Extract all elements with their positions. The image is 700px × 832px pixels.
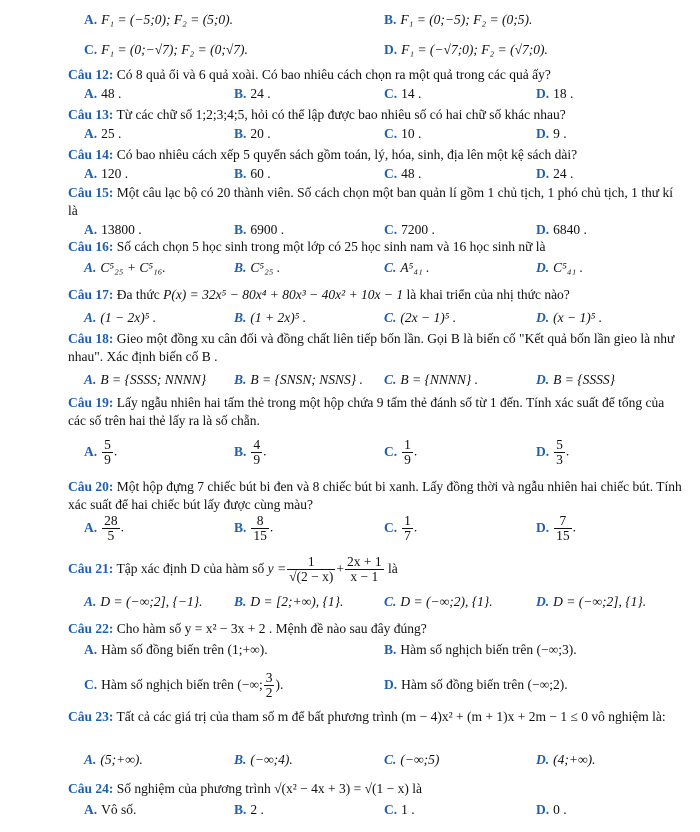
answer-option-d[interactable]: D. $\frac{7}{15}$ .: [536, 513, 576, 543]
answer-option-a[interactable]: A. B = {SSSS; NNNN}: [84, 372, 207, 387]
answer-option-b[interactable]: B. $\frac{4}{9}$ .: [234, 437, 267, 467]
answer-option-b[interactable]: B. 20 .: [234, 126, 271, 141]
answer-option-d[interactable]: D. 0 .: [536, 802, 567, 817]
answer-option-a[interactable]: A. (1 − 2x)⁵ .: [84, 310, 157, 325]
fraction: $\frac{3}{2}$: [265, 670, 273, 701]
answer-option-d[interactable]: D. F₁ = (−√7;0); F₂ = (√7;0).: [384, 42, 548, 57]
answer-option-c[interactable]: C. Hàm số nghịch biến trên (−∞; $\frac{3}{2}$ ).: [84, 670, 284, 701]
question-16-options: [84, 258, 684, 278]
question-20: Câu 20: Một hộp đựng 7 chiếc bút bi đen và 8 chiếc bút bi xanh. Lấy đồng thời và ngẫu nhiên hai chiếc bút. Tính xác suất để hai chiếc bút lấy được cùng màu?: [68, 479, 682, 512]
fraction: $\frac{1}{7}$: [404, 513, 411, 543]
answer-option-d[interactable]: D. 24 .: [536, 166, 574, 181]
question-23: Câu 23: Tất cả các giá trị của tham số m để bất phương trình (m − 4)x² + (m + 1)x + 2m − 1 ≤ 0 vô nghiệm là:: [68, 709, 666, 724]
fraction: $\frac{8}{15}$: [253, 513, 267, 543]
answer-option-d[interactable]: D. B = {SSSS}: [536, 372, 616, 387]
answer-option-b[interactable]: B. F₁ = (0;−5); F₂ = (0;5).: [384, 12, 533, 27]
question-15-options: [84, 220, 684, 240]
fraction: $\frac{28}{5}$: [104, 513, 118, 543]
question-19-options: [84, 438, 684, 472]
answer-option-b[interactable]: B. (1 + 2x)⁵ .: [234, 310, 307, 325]
answer-option-b[interactable]: B. 6900 .: [234, 222, 285, 237]
question-12: Câu 12: Có 8 quả ổi và 6 quả xoài. Có bao nhiêu cách chọn ra một quả trong các quả ấy?: [68, 67, 551, 82]
answer-option-d[interactable]: D. (4;+∞).: [536, 752, 596, 767]
answer-option-c[interactable]: C. (2x − 1)⁵ .: [384, 310, 457, 325]
answer-option-c[interactable]: C. $\frac{1}{9}$ .: [384, 437, 418, 467]
answer-option-c[interactable]: C. 14 .: [384, 86, 422, 101]
question-14-options: [84, 164, 684, 184]
answer-option-a[interactable]: A. 120 .: [84, 166, 129, 181]
answer-option-c[interactable]: C. B = {NNNN} .: [384, 372, 479, 387]
answer-option-c[interactable]: C. (−∞;5): [384, 752, 440, 767]
answer-option-b[interactable]: B. Hàm số nghịch biến trên (−∞;3).: [384, 642, 577, 657]
answer-option-b[interactable]: B. (−∞;4).: [234, 752, 293, 767]
question-24-options: [84, 800, 684, 820]
answer-option-c[interactable]: C. D = (−∞;2), {1}.: [384, 594, 493, 609]
answer-option-d[interactable]: D. 9 .: [536, 126, 567, 141]
question-17-options: [84, 308, 684, 328]
fraction: $\frac{4}{9}$: [253, 437, 261, 467]
fraction: $\frac{2x + 1}{x - 1}$: [346, 554, 382, 585]
question-15: Câu 15: Một câu lạc bộ có 20 thành viên. Số cách chọn một ban quản lí gồm 1 chủ tịch, 1 phó chủ tịch, 1 thư kí là: [68, 185, 673, 218]
answer-option-a[interactable]: A. $\frac{5}{9}$ .: [84, 437, 118, 467]
question-12-options: [84, 84, 684, 104]
question-16: Câu 16: Số cách chọn 5 học sinh trong một lớp có 25 học sinh nam và 16 học sinh nữ là: [68, 239, 546, 254]
fraction: $\frac{7}{15}$: [556, 513, 570, 543]
answer-option-b[interactable]: B. $\frac{8}{15}$ .: [234, 513, 274, 543]
question-13: Câu 13: Từ các chữ số 1;2;3;4;5, hỏi có thể lập được bao nhiêu số có hai chữ số khác nhau?: [68, 107, 566, 122]
answer-option-d[interactable]: D. Hàm số đồng biến trên (−∞;2).: [384, 677, 568, 692]
answer-option-c[interactable]: C. F₁ = (0;−√7); F₂ = (0;√7).: [84, 42, 248, 57]
answer-option-b[interactable]: B. 60 .: [234, 166, 271, 181]
answer-option-d[interactable]: D. D = (−∞;2], {1}.: [536, 594, 647, 609]
answer-option-a[interactable]: A. F₁ = (−5;0); F₂ = (5;0).: [84, 12, 234, 27]
answer-option-b[interactable]: B. C⁵₂₅ .: [234, 260, 281, 275]
answer-option-b[interactable]: B. D = [2;+∞), {1}.: [234, 594, 344, 609]
fraction: $\frac{5}{3}$: [556, 437, 563, 467]
fraction: $\frac{5}{9}$: [104, 437, 111, 467]
answer-option-d[interactable]: D. 18 .: [536, 86, 574, 101]
answer-option-d[interactable]: D. (x − 1)⁵ .: [536, 310, 603, 325]
question-22: Câu 22: Cho hàm số y = x² − 3x + 2 . Mệnh đề nào sau đây đúng?: [68, 621, 427, 636]
question-18: Câu 18: Gieo một đồng xu cân đối và đồng chất liên tiếp bốn lần. Gọi B là biến cố "Kết quả bốn lần gieo là như nhau". Xác định biến cố B .: [68, 331, 675, 364]
answer-option-b[interactable]: B. B = {SNSN; NSNS} .: [234, 372, 363, 387]
answer-option-c[interactable]: C. A⁵₄₁ .: [384, 260, 430, 275]
polynomial-formula: P(x) = 32x⁵ − 80x⁴ + 80x³ − 40x² + 10x − 1: [163, 287, 404, 302]
answer-option-a[interactable]: A. (5;+∞).: [84, 752, 143, 767]
question-24: Câu 24: Số nghiệm của phương trình √(x² − 4x + 3) = √(1 − x) là: [68, 781, 422, 796]
answer-option-a[interactable]: A. 48 .: [84, 86, 122, 101]
question-21-options: [84, 592, 684, 612]
question-18-options: [84, 370, 684, 390]
fraction: $\frac{1}{9}$: [404, 437, 411, 467]
answer-option-c[interactable]: C. 10 .: [384, 126, 422, 141]
question-21: Câu 21: Tập xác định D của hàm số y = $\frac{1}{√(2 - x)}$ + $\frac{2x + 1}{x - 1}$ là: [68, 554, 398, 585]
answer-option-d[interactable]: D. $\frac{5}{3}$ .: [536, 437, 570, 467]
question-13-options: [84, 124, 684, 144]
answer-option-a[interactable]: A. Vô số.: [84, 802, 137, 817]
answer-option-c[interactable]: C. 7200 .: [384, 222, 435, 237]
answer-option-a[interactable]: A. D = (−∞;2], {−1}.: [84, 594, 203, 609]
question-20-options: [84, 514, 684, 548]
answer-option-c[interactable]: C. 1 .: [384, 802, 415, 817]
answer-option-d[interactable]: D. C⁵₄₁ .: [536, 260, 583, 275]
answer-option-d[interactable]: D. 6840 .: [536, 222, 587, 237]
answer-option-a[interactable]: A. 25 .: [84, 126, 122, 141]
answer-option-b[interactable]: B. 2 .: [234, 802, 264, 817]
answer-option-c[interactable]: C. 48 .: [384, 166, 422, 181]
answer-option-b[interactable]: B. 24 .: [234, 86, 271, 101]
answer-option-a[interactable]: A. C⁵₂₅ + C⁵₁₆.: [84, 260, 166, 275]
answer-option-c[interactable]: C. $\frac{1}{7}$ .: [384, 513, 418, 543]
answer-option-a[interactable]: A. $\frac{28}{5}$ .: [84, 513, 124, 543]
question-19: Câu 19: Lấy ngẫu nhiên hai tấm thẻ trong một hộp chứa 9 tấm thẻ đánh số từ 1 đến. Tính xác suất để tổng của các số trên hai thẻ lấy ra là số chẵn.: [68, 395, 665, 428]
fraction: $\frac{1}{√(2 - x)}$: [289, 554, 334, 585]
question-14: Câu 14: Có bao nhiêu cách xếp 5 quyển sách gồm toán, lý, hóa, sinh, địa lên một kệ sách dài?: [68, 147, 578, 162]
answer-option-a[interactable]: A. 13800 .: [84, 222, 142, 237]
question-17: Câu 17: Đa thức P(x) = 32x⁵ − 80x⁴ + 80x³ − 40x² + 10x − 1 là khai triển của nhị thức nào?: [68, 287, 570, 302]
question-23-options: [84, 750, 684, 770]
answer-option-a[interactable]: A. Hàm số đồng biến trên (1;+∞).: [84, 642, 268, 657]
